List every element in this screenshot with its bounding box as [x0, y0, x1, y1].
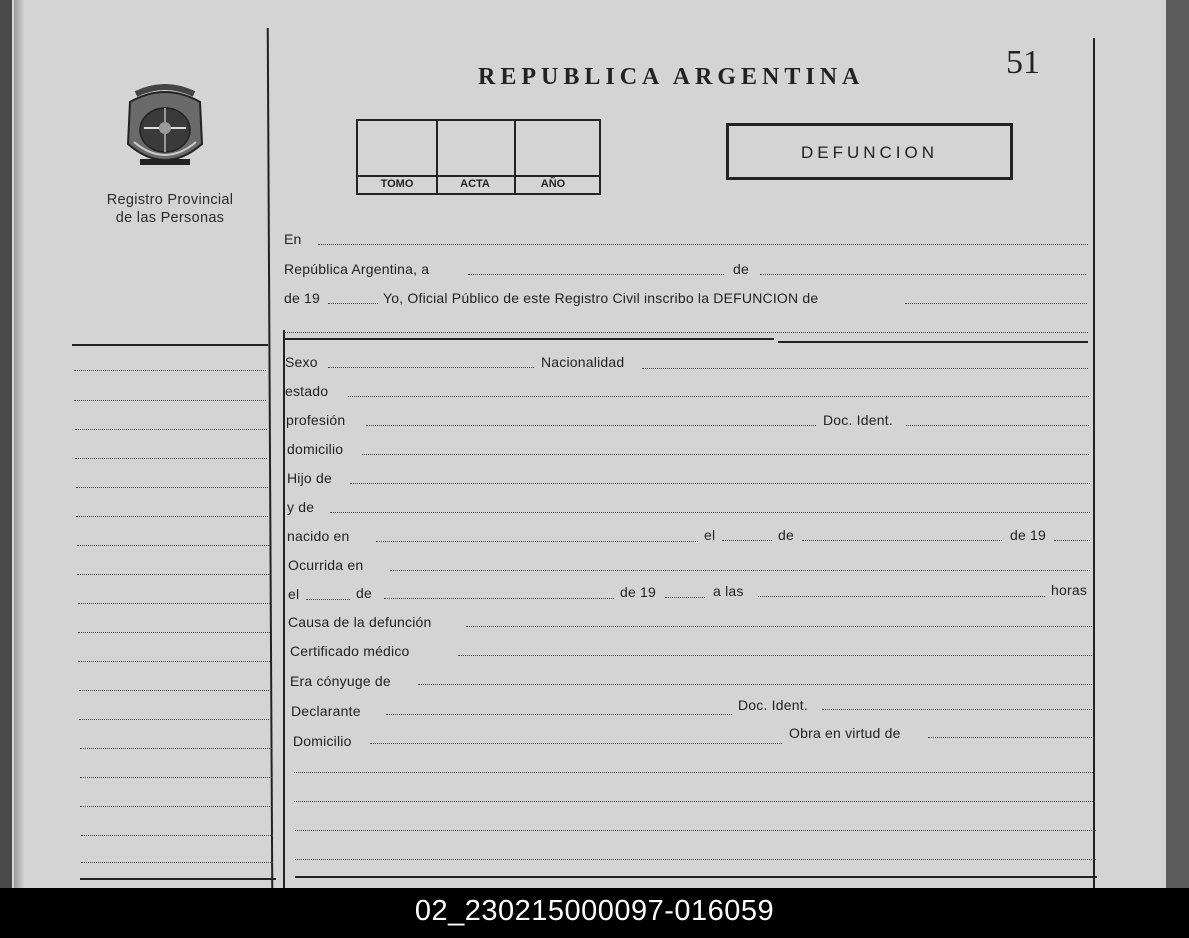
fill-line: [802, 540, 1002, 541]
field-sexo: Sexo: [285, 354, 318, 370]
record-number-box: [356, 119, 601, 195]
fill-line: [928, 737, 1094, 738]
margin-line: [77, 545, 269, 546]
fill-line: [466, 626, 1092, 627]
field-obra: Obra en virtud de: [789, 725, 901, 741]
fill-line: [370, 743, 782, 744]
section-rule: [72, 344, 268, 346]
margin-line: [81, 862, 273, 863]
section-rule: [80, 878, 276, 880]
field-ocurrida-de19: de 19: [620, 584, 657, 600]
act-type-box: [726, 123, 1013, 180]
margin-line: [80, 748, 272, 749]
fill-line: [722, 540, 772, 541]
fill-line: [328, 303, 378, 304]
fill-line: [284, 332, 1088, 333]
fill-line: [348, 396, 1089, 397]
fill-line: [1054, 540, 1090, 541]
fill-line: [362, 454, 1089, 455]
intro-de19: de 19: [284, 290, 321, 306]
image-caption: 02_230215000097-016059: [0, 888, 1189, 938]
fill-line: [350, 483, 1090, 484]
fill-line: [758, 596, 1045, 597]
book-edge-right: [1166, 0, 1189, 888]
field-ocurrida-en: Ocurrida en: [288, 557, 364, 573]
fill-line: [642, 368, 1088, 369]
margin-line: [81, 835, 273, 836]
intro-republica: República Argentina, a: [284, 261, 430, 277]
fill-line: [386, 714, 732, 715]
page-number: 51: [1006, 44, 1040, 81]
fill-line: [760, 274, 1086, 275]
field-nacido-de: de: [778, 527, 794, 543]
field-domicilio-2: Domicilio: [293, 733, 352, 749]
margin-line: [80, 777, 272, 778]
fill-line: [295, 859, 1096, 860]
fill-line: [330, 512, 1090, 513]
section-rule: [295, 876, 1097, 878]
right-border-rule: [1093, 38, 1095, 888]
margin-line: [77, 574, 269, 575]
margin-line: [79, 690, 271, 691]
field-declarante: Declarante: [291, 703, 361, 719]
margin-line: [75, 458, 267, 459]
field-conyuge: Era cónyuge de: [290, 673, 391, 689]
field-causa: Causa de la defunción: [288, 614, 432, 630]
field-ocurrida-el: el: [288, 586, 300, 602]
fill-line: [294, 772, 1095, 773]
margin-line: [78, 632, 270, 633]
fill-line: [295, 830, 1096, 831]
fill-line: [468, 274, 724, 275]
field-horas: horas: [1051, 582, 1088, 598]
book-gutter: [14, 0, 24, 888]
tomo-label: TOMO: [380, 178, 414, 190]
field-doc-ident-1: Doc. Ident.: [823, 412, 893, 428]
fill-line: [384, 598, 614, 599]
field-profesion: profesión: [286, 412, 346, 428]
field-nacido-el: el: [704, 527, 716, 543]
fill-line: [318, 244, 1088, 245]
intro-yo: Yo, Oficial Público de este Registro Civil inscribo la DEFUNCION de: [383, 290, 819, 306]
fill-line: [376, 541, 698, 542]
acta-label: ACTA: [460, 178, 490, 190]
margin-line: [78, 661, 270, 662]
fill-line: [905, 303, 1087, 304]
margin-line: [78, 603, 270, 604]
ano-label: AÑO: [540, 178, 566, 190]
margin-rule-double: [283, 330, 285, 888]
fill-line: [458, 655, 1092, 656]
field-a-las: a las: [713, 583, 744, 599]
intro-en: En: [284, 231, 302, 247]
intro-de: de: [733, 261, 749, 277]
fill-line: [366, 425, 816, 426]
registry-line-1: Registro Provincial: [106, 192, 234, 208]
box-row-divider: [358, 175, 599, 177]
fill-line: [328, 367, 534, 368]
field-doc-ident-2: Doc. Ident.: [738, 697, 808, 713]
field-nacido-en: nacido en: [287, 528, 350, 544]
registry-line-2: de las Personas: [115, 210, 225, 226]
fill-line: [390, 570, 1090, 571]
margin-line: [76, 487, 268, 488]
act-type-label: DEFUNCION: [800, 143, 939, 162]
fill-line: [294, 801, 1095, 802]
field-y-de: y de: [287, 499, 315, 515]
section-rule: [284, 338, 774, 340]
margin-line: [76, 516, 268, 517]
section-rule: [778, 341, 1088, 343]
field-certificado: Certificado médico: [290, 643, 410, 659]
margin-line: [75, 429, 267, 430]
margin-line: [74, 400, 266, 401]
fill-line: [906, 425, 1089, 426]
field-nacionalidad: Nacionalidad: [541, 354, 625, 370]
field-domicilio: domicilio: [287, 441, 344, 457]
field-nacido-de19: de 19: [1010, 527, 1047, 543]
field-estado: estado: [285, 383, 329, 399]
field-hijo-de: Hijo de: [287, 470, 332, 486]
margin-line: [74, 370, 266, 371]
coat-of-arms-emblem: [120, 84, 210, 176]
fill-line: [418, 684, 1092, 685]
fill-line: [822, 709, 1094, 710]
fill-line: [665, 597, 705, 598]
field-ocurrida-de: de: [356, 585, 372, 601]
margin-line: [79, 719, 271, 720]
margin-line: [80, 806, 272, 807]
document-title: REPUBLICA ARGENTINA: [478, 64, 865, 90]
fill-line: [306, 599, 350, 600]
